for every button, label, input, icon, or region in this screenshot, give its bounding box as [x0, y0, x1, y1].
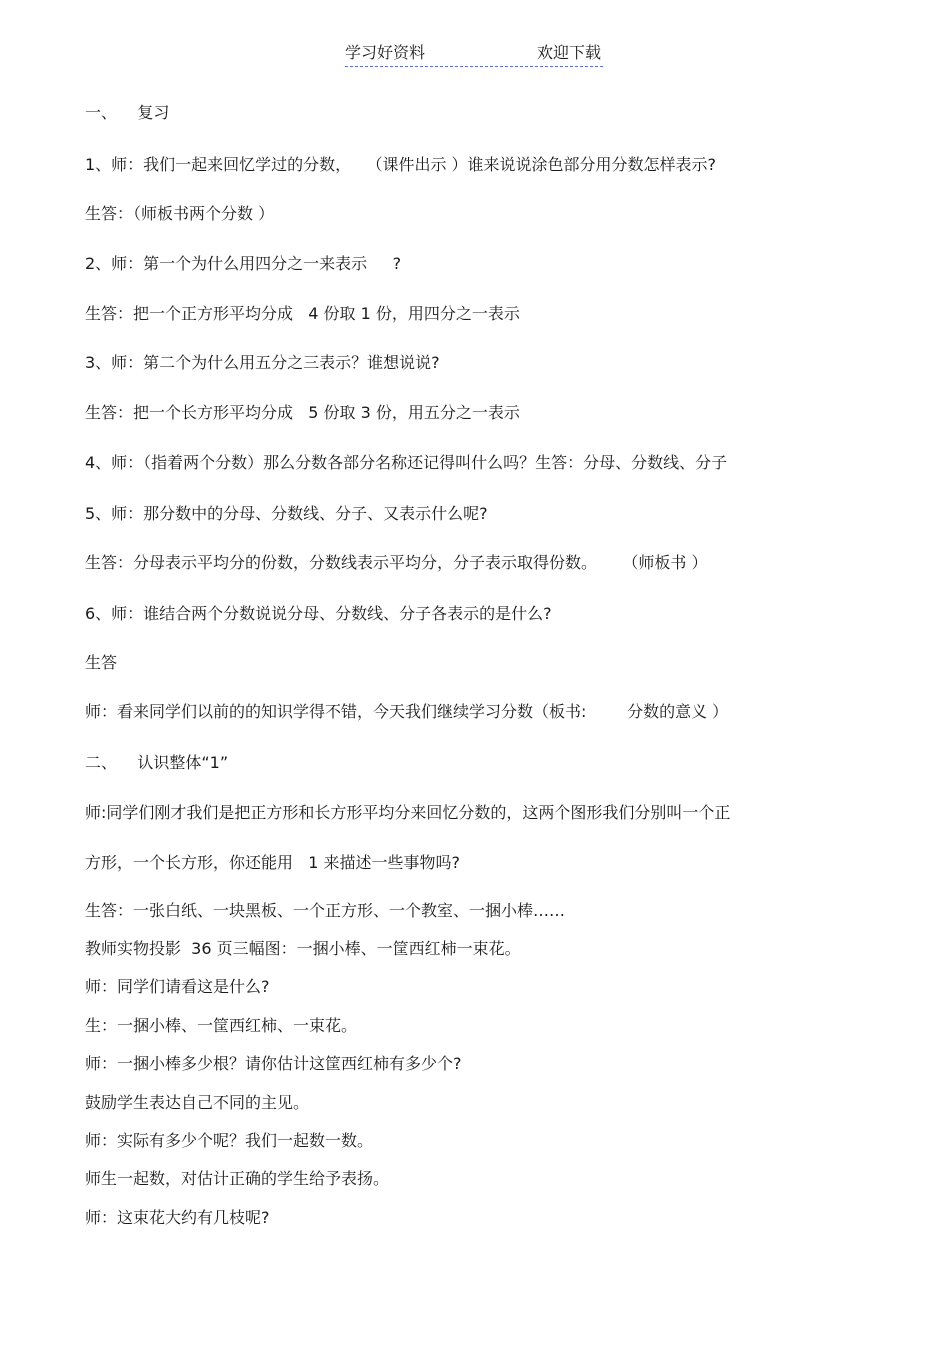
text-line: 4、师：（指着两个分数）那么分数各部分名称还记得叫什么吗？生答：分母、分数线、分子: [85, 453, 728, 472]
text-line: 师生一起数，对估计正确的学生给予表扬。: [85, 1169, 390, 1188]
text-line: 3、师：第二个为什么用五分之三表示？谁想说说?: [85, 353, 440, 372]
header-right-text: 欢迎下载: [536, 43, 601, 62]
text-line: 师：看来同学们以前的的知识学得不错，今天我们继续学习分数（板书: 分数的意义 ）: [85, 702, 729, 721]
text-line: 生答：（师板书两个分数 ）: [85, 204, 275, 223]
text-line: 生答：把一个正方形平均分成 4 份取 1 份，用四分之一表示: [85, 304, 520, 323]
text-line: 生答：一张白纸、一块黑板、一个正方形、一个教室、一捆小棒……: [85, 901, 566, 920]
text-line: 鼓励学生表达自己不同的主见。: [85, 1093, 310, 1112]
text-line: 师：实际有多少个呢？我们一起数一数。: [85, 1131, 374, 1150]
section-heading: 二、 认识整体“1”: [85, 753, 229, 772]
text-line: 生答：把一个长方形平均分成 5 份取 3 份，用五分之一表示: [85, 403, 520, 422]
text-line: 师：这束花大约有几枝呢?: [85, 1208, 270, 1227]
text-line: 方形，一个长方形，你还能用 1 来描述一些事物吗?: [85, 853, 461, 872]
text-line: 5、师：那分数中的分母、分数线、分子、又表示什么呢?: [85, 504, 488, 523]
text-line: 师：一捆小棒多少根？请你估计这筐西红柿有多少个?: [85, 1054, 462, 1073]
page-header: [345, 42, 603, 67]
text-line: 生答：分母表示平均分的份数，分数线表示平均分，分子表示取得份数。 （师板书 ）: [85, 553, 708, 572]
text-line: 师:同学们刚才我们是把正方形和长方形平均分来回忆分数的，这两个图形我们分别叫一个正: [85, 803, 731, 822]
text-line: 生答: [85, 653, 118, 672]
text-line: 6、师：谁结合两个分数说说分母、分数线、分子各表示的是什么?: [85, 604, 552, 623]
section-heading: 一、 复习: [85, 103, 170, 122]
text-line: 1、师：我们一起来回忆学过的分数， （课件出示 ）谁来说说涂色部分用分数怎样表示?: [85, 155, 717, 174]
text-line: 师：同学们请看这是什么?: [85, 977, 270, 996]
text-line: 2、师：第一个为什么用四分之一来表示 ?: [85, 254, 402, 273]
text-line: 生：一捆小棒、一筐西红柿、一束花。: [85, 1016, 358, 1035]
header-left-text: 学习好资料: [345, 43, 426, 62]
text-line: 教师实物投影 36 页三幅图：一捆小棒、一筐西红柿一束花。: [85, 939, 521, 958]
